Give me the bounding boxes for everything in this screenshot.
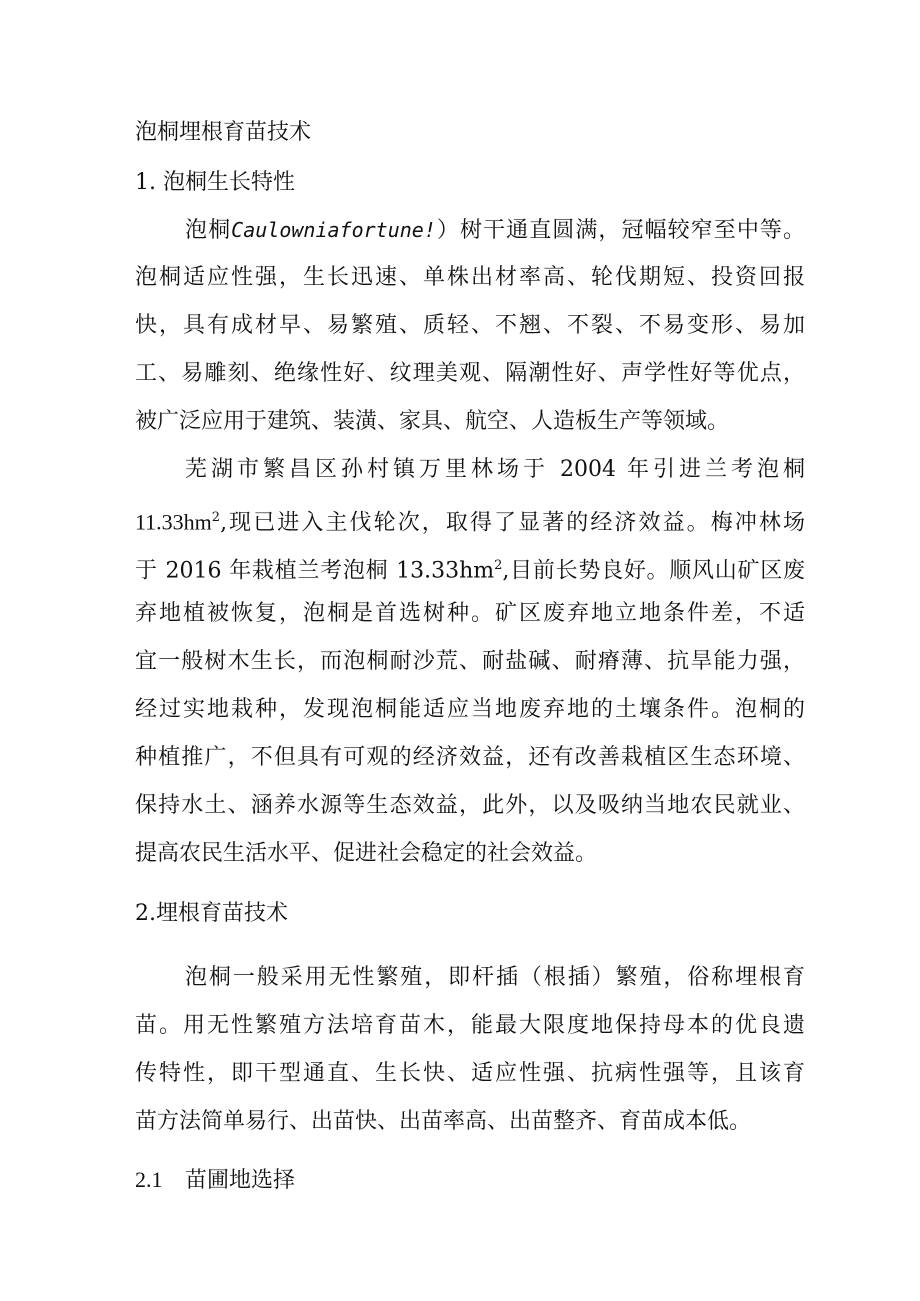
section-2-1-heading	[135, 1165, 805, 1196]
s1-p2-line-6: 经过实地栽种，发现泡桐能适应当地废弃地的土壤条件。泡桐的	[135, 697, 805, 722]
species-name: Caulowniafortune!	[231, 218, 436, 242]
s2-p1-line-4: 苗方法简单易行、出苗快、出苗率高、出苗整齐、育苗成本低。	[135, 1109, 752, 1134]
s1-p2-line-3	[135, 551, 805, 586]
s1-p1-line-2: 泡桐适应性强，生长迅速、单株出材率高、轮伐期短、投资回报	[135, 265, 805, 290]
s1-p1-line-1-text-b: ）树干通直圆满，冠幅较窄至中等。	[435, 218, 805, 243]
s1-p2-line-2-text: ,现已进入主伐轮次，取得了显著的经济效益。梅冲林场	[220, 510, 805, 536]
s1-p2-line-9: 提高农民生活水平、促进社会稳定的社会效益。	[135, 841, 598, 866]
area-unit-sup-1: 2	[211, 510, 221, 525]
s2-p1-line-3: 传特性，即干型通直、生长快、适应性强、抗病性强等，且该育	[135, 1061, 805, 1086]
s1-p2-line-5: 宜一般树木生长，而泡桐耐沙荒、耐盐碱、耐瘠薄、抗旱能力强，	[135, 649, 805, 674]
s1-p2-line-2	[135, 503, 805, 538]
s1-p1-line-5: 被广泛应用于建筑、装潢、家具、航空、人造板生产等领域。	[135, 409, 730, 434]
document-title: 泡桐埋根育苗技术	[135, 120, 312, 145]
s2-p1-line-1: 泡桐一般采用无性繁殖，即杆插（根插）繁殖，俗称埋根育	[185, 965, 805, 990]
area-unit-sup-2: 2	[494, 558, 503, 573]
section-2-1-title: 苗圃地选择	[185, 1168, 296, 1193]
s1-p2-line-7: 种植推广，不但具有可观的经济效益，还有改善栽植区生态环境、	[135, 745, 805, 770]
s2-p1-line-2: 苗。用无性繁殖方法培育苗木，能最大限度地保持母本的优良遗	[135, 1013, 805, 1038]
section-2-1-number: 2.1	[135, 1167, 163, 1192]
s1-p2-line-8: 保持水土、涵养水源等生态效益，此外，以及吸纳当地农民就业、	[135, 793, 805, 818]
s1-p2-line-1: 芜湖市繁昌区孙村镇万里林场于 2004 年引进兰考泡桐	[185, 457, 805, 482]
area-value-1: 11.33hm	[135, 509, 212, 535]
s1-p1-line-3: 快，具有成材早、易繁殖、质轻、不翘、不裂、不易变形、易加	[135, 313, 805, 338]
s1-p1-line-4: 工、易雕刻、绝缘性好、纹理美观、隔潮性好、声学性好等优点，	[135, 361, 805, 386]
s1-p1-line-1	[185, 215, 805, 246]
section-2-heading: 2.埋根育苗技术	[135, 901, 288, 926]
section-1-heading: 1. 泡桐生长特性	[135, 170, 295, 195]
s1-p1-line-1-text-a: 泡桐	[185, 218, 232, 243]
s1-p2-line-3-text-a: 于 2016 年栽植兰考泡桐 13.33hm	[135, 558, 495, 584]
s1-p2-line-4: 弃地植被恢复，泡桐是首选树种。矿区废弃地立地条件差，不适	[135, 601, 805, 626]
s1-p2-line-3-text-b: ,目前长势良好。顺风山矿区废	[502, 558, 805, 584]
